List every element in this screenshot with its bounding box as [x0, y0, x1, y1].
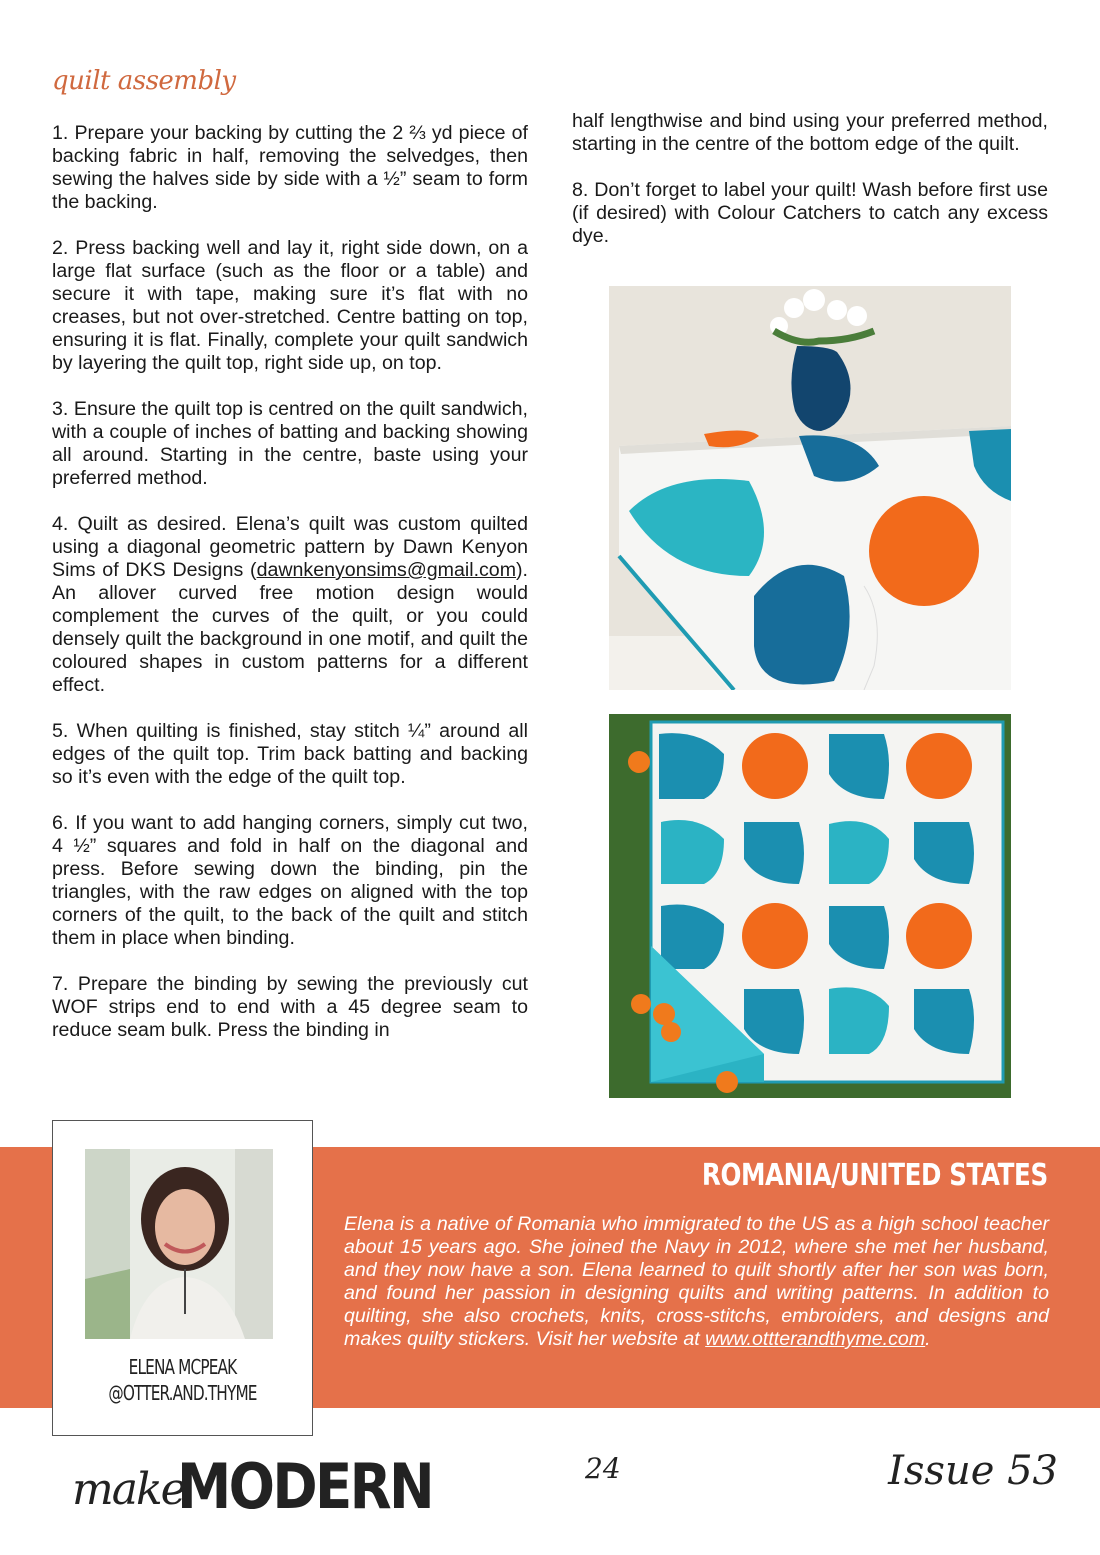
issue-number: Issue 53: [888, 1448, 1058, 1494]
logo-make-word: make: [72, 1464, 185, 1515]
quilt-on-table-photo: [609, 286, 1011, 690]
page-number: 24: [585, 1452, 621, 1485]
designer-website-link[interactable]: www.ottterandthyme.com: [705, 1328, 926, 1350]
quilt-on-grass-photo: [609, 714, 1011, 1098]
step-4-text-before: 4. Quilt as desired. Elena’s quilt was custom quilted using a diagonal geometric pattern by Dawn Kenyon Sims of DKS Designs (: [52, 513, 528, 581]
bio-body: Elena is a native of Romania who immigrated to the US as a high school teacher about 15 years ago. She joined the Navy in 2012, where she met her husband, and they now have a son. Elena learned to quilt shortly after her son was born, and found her passion in designing quilts and writing patterns. In addition to quilting, she also crochets, knits, cross-stitchs, embroiders, and designs and makes quilty stickers. Visit her website at: [344, 1213, 1049, 1350]
step-2: 2. Press backing well and lay it, right side down, on a large flat surface (such as the floor or a table) and secure it with tape, making sure it’s flat with no creases, but not over-stretched. Centre batting on top, ensuring it is flat. Finally, complete your quilt sandwich by layering the quilt top, right side up, on top.: [52, 237, 528, 374]
instructions-left-column: [52, 122, 528, 1065]
instructions-right-column: [572, 110, 1048, 271]
bio-country: ROMANIA/UNITED STATES: [702, 1158, 1048, 1193]
step-8: 8. Don’t forget to label your quilt! Wash before first use (if desired) with Colour Catchers to catch any excess dye.: [572, 179, 1048, 247]
step-5: 5. When quilting is finished, stay stitch ¼” around all edges of the quilt top. Trim back batting and backing so it’s even with the edge of the quilt top.: [52, 720, 528, 788]
logo-modern-word: MODERN: [177, 1450, 433, 1523]
section-heading: quilt assembly: [52, 66, 236, 96]
step-6: 6. If you want to add hanging corners, simply cut two, 4 ½” squares and fold in half on the diagonal and press. Before sewing down the binding, pin the triangles, with the raw edges on aligned with the top corners of the quilt, to the back of the quilt and stitch them in place when binding.: [52, 812, 528, 949]
step-7-continued: half lengthwise and bind using your preferred method, starting in the centre of the bottom edge of the quilt.: [572, 110, 1048, 155]
step-4: [52, 513, 528, 697]
step-7: 7. Prepare the binding by sewing the previously cut WOF strips end to end with a 45 degree seam to reduce seam bulk. Press the binding in: [52, 973, 528, 1041]
bio-text-end: .: [925, 1328, 931, 1350]
designer-polaroid: [52, 1120, 313, 1436]
designer-handle: @OTTER.AND.THYME: [108, 1381, 257, 1405]
designer-portrait: [85, 1149, 273, 1339]
bio-text: [344, 1213, 1049, 1351]
designer-name: ELENA MCPEAK: [128, 1355, 237, 1379]
step-4-text-after: ). An allover curved free motion design would complement the curves of the quilt, or you could densely quilt the background in one motif, and quilt the coloured shapes in custom patterns for a different effect.: [52, 559, 528, 696]
designer-email-link[interactable]: dawnkenyonsims@gmail.com: [256, 559, 517, 581]
step-3: 3. Ensure the quilt top is centred on the quilt sandwich, with a couple of inches of batting and backing showing all around. Starting in the centre, baste using your preferred method.: [52, 398, 528, 489]
step-1: 1. Prepare your backing by cutting the 2 ⅔ yd piece of backing fabric in half, removing the selvedges, then sewing the halves side by side with a ½” seam to form the backing.: [52, 122, 528, 213]
